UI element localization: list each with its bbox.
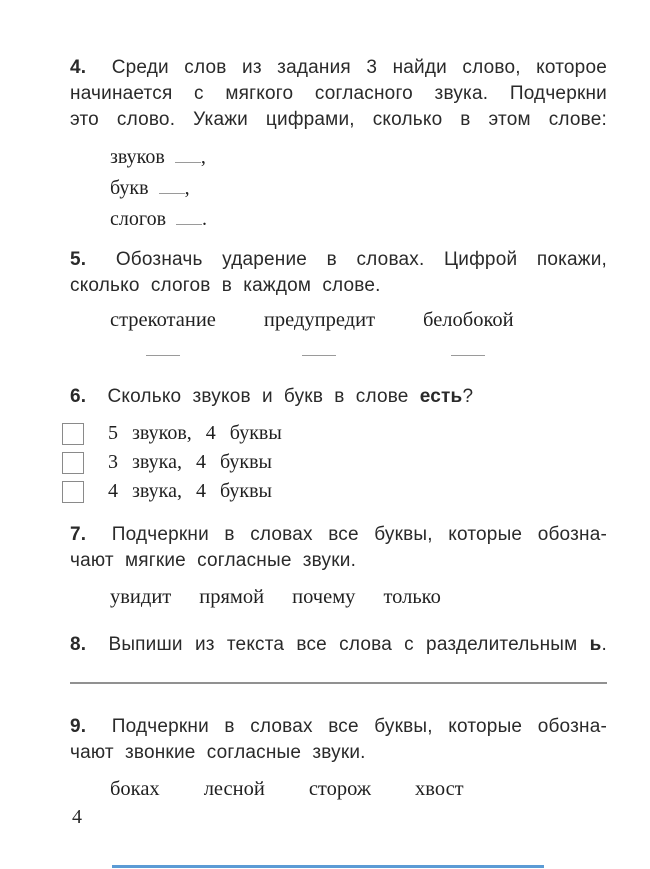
task-7-line-1 — [70, 522, 607, 548]
answer-blank[interactable] — [175, 149, 201, 163]
task-8-suffix: . — [601, 634, 607, 655]
task-6-text: Сколько звуков и букв в слове — [107, 386, 409, 407]
task-9-line-2: чают звонкие согласные звуки. — [70, 742, 366, 763]
task-4-line-3: это слово. Укажи цифрами, сколько в этом слове: — [70, 109, 607, 130]
page-number: 4 — [72, 806, 82, 828]
answer-checkbox[interactable] — [62, 452, 84, 474]
task-5-line-1 — [70, 247, 607, 273]
option-label: 3 звука, 4 буквы — [108, 451, 272, 473]
word-label: предупредит — [263, 309, 376, 331]
word-item — [264, 307, 375, 356]
option-row — [62, 419, 607, 448]
task-8 — [70, 632, 607, 658]
word-label: почему — [292, 586, 356, 608]
answer-checkbox[interactable] — [62, 423, 84, 445]
word-label: лесной — [203, 778, 265, 800]
task-4-text-1: Среди слов из задания 3 найди слово, которое — [111, 57, 607, 78]
task-7-line-2: чают мягкие согласные звуки. — [70, 550, 357, 571]
task-8-bold-letter: ь — [589, 634, 602, 655]
task-9-instruction — [70, 714, 607, 766]
section-divider — [70, 682, 607, 684]
task-7-words — [110, 584, 607, 610]
task-6-bold-word: есть — [419, 386, 463, 407]
task-4-line-2: начинается с мягкого согласного звука. Подчеркни — [70, 83, 607, 104]
task-4-number: 4. — [70, 57, 87, 78]
fill-in-punct: , — [184, 177, 190, 199]
answer-blank[interactable] — [302, 355, 336, 356]
word-label: увидит — [110, 586, 172, 608]
word-label: прямой — [199, 586, 265, 608]
task-9-number: 9. — [70, 716, 87, 737]
task-7-instruction — [70, 522, 607, 574]
fill-in-punct: . — [202, 208, 208, 230]
option-row — [62, 477, 607, 506]
word-label: только — [383, 586, 441, 608]
task-8-instruction — [70, 632, 607, 658]
task-5-words — [110, 307, 607, 356]
word-label: хвост — [415, 778, 464, 800]
task-6-instruction — [70, 384, 607, 410]
task-5 — [70, 247, 607, 356]
task-4-fill-list — [110, 142, 607, 235]
fill-in-word: звуков — [110, 146, 165, 168]
word-label: сторож — [308, 778, 372, 800]
word-label: белобокой — [423, 309, 514, 331]
task-9-words — [110, 776, 607, 802]
task-6-suffix: ? — [462, 386, 474, 407]
task-7-number: 7. — [70, 524, 87, 545]
task-6 — [70, 384, 607, 506]
fill-in-punct: , — [200, 146, 206, 168]
task-4-line-1 — [70, 55, 607, 81]
option-label: 4 звука, 4 буквы — [108, 480, 272, 502]
task-6-number: 6. — [70, 386, 87, 407]
answer-blank[interactable] — [146, 355, 180, 356]
fill-in-row — [110, 173, 607, 204]
task-8-number: 8. — [70, 634, 87, 655]
task-9-line-1 — [70, 714, 607, 740]
option-row — [62, 448, 607, 477]
fill-in-row — [110, 142, 607, 173]
word-item — [110, 307, 216, 356]
task-6-line-1 — [70, 384, 607, 410]
fill-in-word: букв — [110, 177, 149, 199]
task-5-number: 5. — [70, 249, 87, 270]
task-6-options — [70, 419, 607, 506]
task-9 — [70, 714, 607, 802]
task-5-instruction — [70, 247, 607, 299]
task-4 — [70, 55, 607, 235]
answer-blank[interactable] — [451, 355, 485, 356]
answer-blank[interactable] — [176, 211, 202, 225]
task-7-text-1: Подчеркни в словах все буквы, которые обозна- — [111, 524, 607, 545]
word-label: стрекотание — [110, 309, 216, 331]
answer-blank[interactable] — [159, 180, 185, 194]
fill-in-row — [110, 204, 607, 235]
task-5-text-1: Обозначь ударение в словах. Цифрой покажи, — [115, 249, 607, 270]
word-item — [423, 307, 514, 356]
option-label: 5 звуков, 4 буквы — [108, 422, 282, 444]
task-9-text-1: Подчеркни в словах все буквы, которые обозна- — [111, 716, 607, 737]
word-label: боках — [110, 778, 160, 800]
task-5-line-2: сколько слогов в каждом слове. — [70, 275, 381, 296]
answer-checkbox[interactable] — [62, 481, 84, 503]
task-8-text: Выпиши из текста все слова с разделительным — [108, 634, 578, 655]
fill-in-word: слогов — [110, 208, 167, 230]
task-8-line-1 — [70, 632, 607, 658]
task-4-instruction — [70, 55, 607, 133]
bottom-accent-line — [112, 865, 544, 868]
task-7 — [70, 522, 607, 610]
